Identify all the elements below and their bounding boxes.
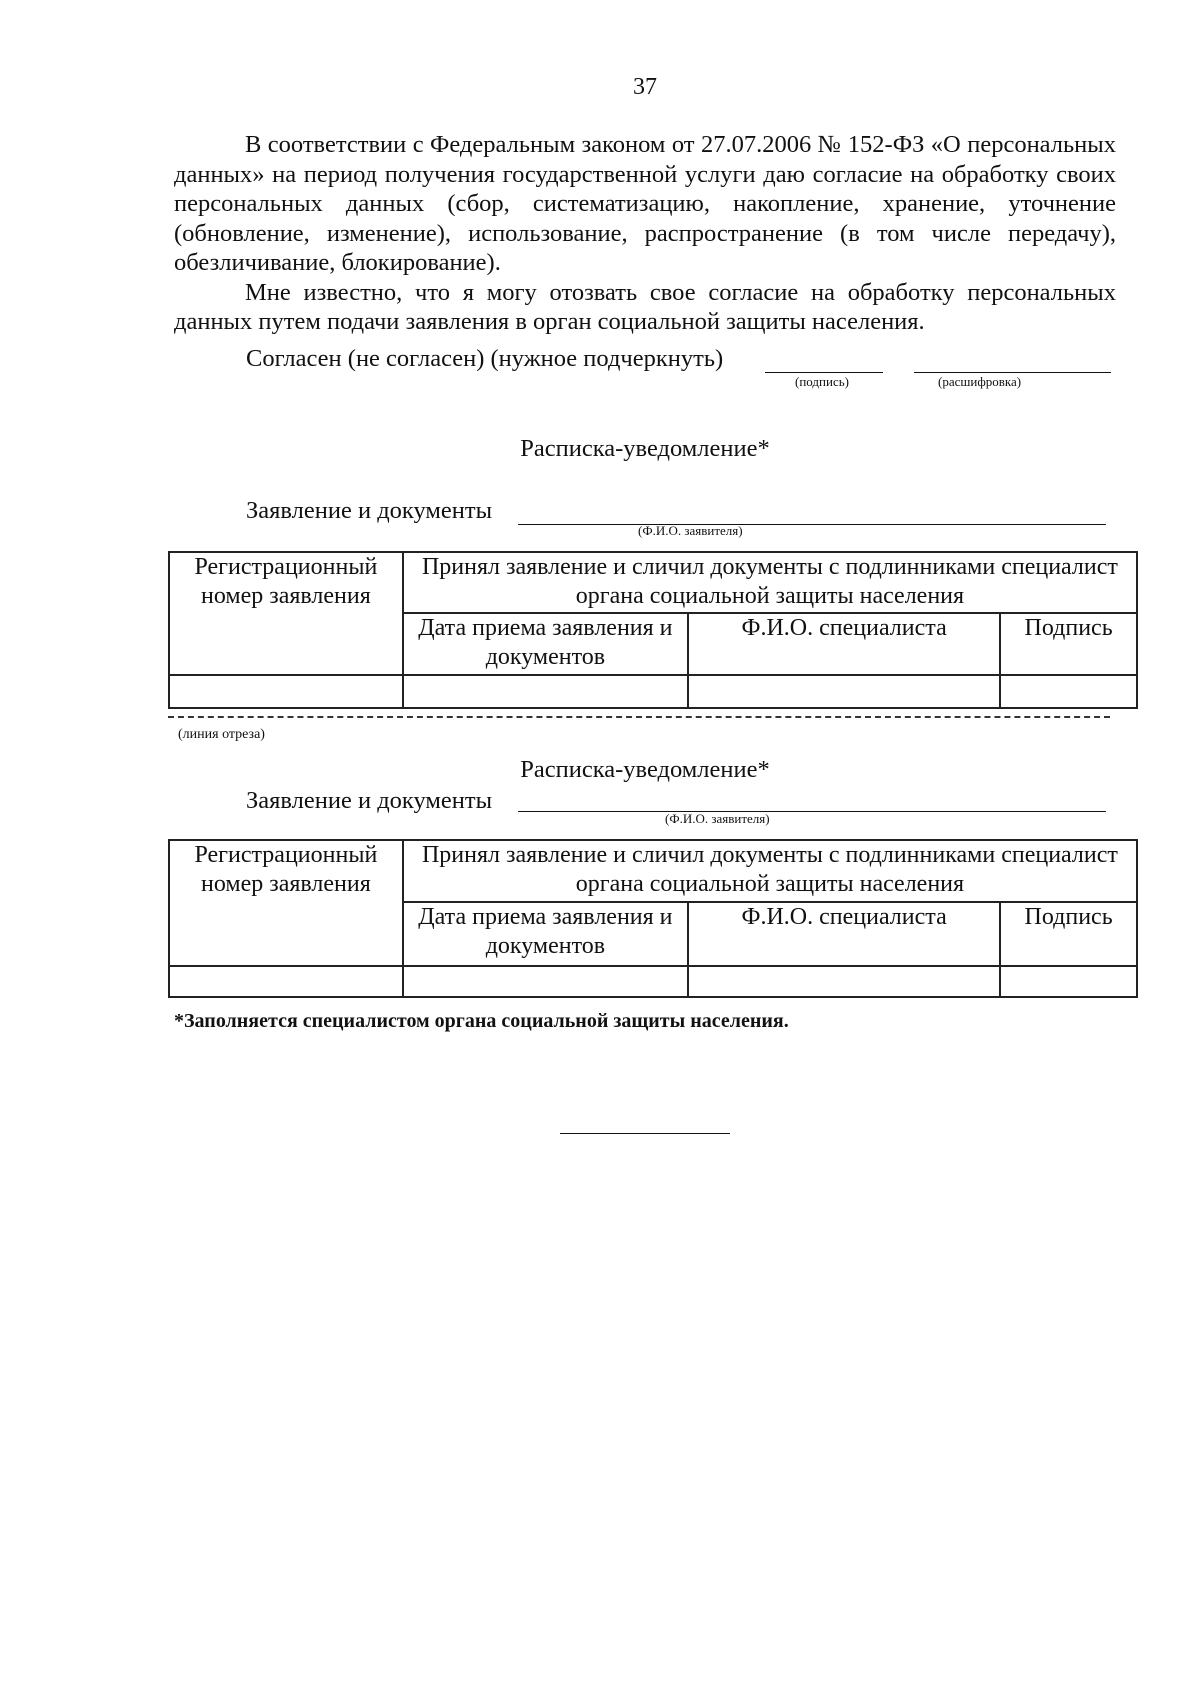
decoding-field[interactable] <box>914 372 1111 373</box>
signature-cell[interactable] <box>1000 966 1137 997</box>
reg-number-header: Регистрационный номер заявления <box>169 840 403 966</box>
receipt-table-2 <box>168 839 1138 998</box>
receipt-title-2: Расписка-уведомление* <box>520 756 770 783</box>
specialist-name-cell[interactable] <box>688 675 1000 708</box>
cut-line <box>168 716 1110 718</box>
receipt-table-1 <box>168 551 1138 709</box>
signature-field[interactable] <box>765 372 883 373</box>
agree-line: Согласен (не согласен) (нужное подчеркнуть) <box>246 345 724 372</box>
signature-header: Подпись <box>1000 613 1137 675</box>
specialist-name-header: Ф.И.О. специалиста <box>688 902 1000 966</box>
receipt-title-1: Расписка-уведомление* <box>520 435 770 462</box>
accepted-header: Принял заявление и сличил документы с подлинниками специалист органа социальной защиты населения <box>403 552 1137 613</box>
reg-number-cell[interactable] <box>169 675 403 708</box>
footnote: *Заполняется специалистом органа социальной защиты населения. <box>174 1010 789 1032</box>
applicant-label-1: Заявление и документы <box>246 497 493 524</box>
applicant-caption-1: (Ф.И.О. заявителя) <box>638 523 743 538</box>
decoding-caption: (расшифровка) <box>938 374 1022 389</box>
date-column-header: Дата приема заявления и документов <box>403 902 688 966</box>
end-line <box>560 1133 730 1134</box>
consent-paragraph-2: Мне известно, что я могу отозвать свое согласие на обработку персональных данных путем подачи заявления в орган социальной защиты населения. <box>174 278 1116 335</box>
applicant-caption-2: (Ф.И.О. заявителя) <box>665 811 770 826</box>
date-cell[interactable] <box>403 675 688 708</box>
reg-number-header: Регистрационный номер заявления <box>169 552 403 675</box>
consent-paragraph-1: В соответствии с Федеральным законом от 27.07.2006 № 152-ФЗ «О персональных данных» на период получения государственной услуги даю согласие на обработку своих персональных данных (сбор, систематизацию, накопление, хранение, уточнение (обновление, изменение), использование, распространение (в том числе передачу), обезличивание, блокирование). <box>174 131 1116 276</box>
consent-text <box>174 130 1116 337</box>
applicant-name-field-2[interactable] <box>518 811 1106 812</box>
date-cell[interactable] <box>403 966 688 997</box>
page-number: 37 <box>633 74 657 100</box>
specialist-name-cell[interactable] <box>688 966 1000 997</box>
applicant-label-2: Заявление и документы <box>246 787 493 814</box>
date-column-header: Дата приема заявления и документов <box>403 613 688 675</box>
signature-caption: (подпись) <box>795 374 849 389</box>
accepted-header: Принял заявление и сличил документы с подлинниками специалист органа социальной защиты населения <box>403 840 1137 902</box>
reg-number-cell[interactable] <box>169 966 403 997</box>
specialist-name-header: Ф.И.О. специалиста <box>688 613 1000 675</box>
cut-line-label: (линия отреза) <box>178 727 265 742</box>
signature-cell[interactable] <box>1000 675 1137 708</box>
signature-header: Подпись <box>1000 902 1137 966</box>
applicant-name-field-1[interactable] <box>518 524 1106 525</box>
